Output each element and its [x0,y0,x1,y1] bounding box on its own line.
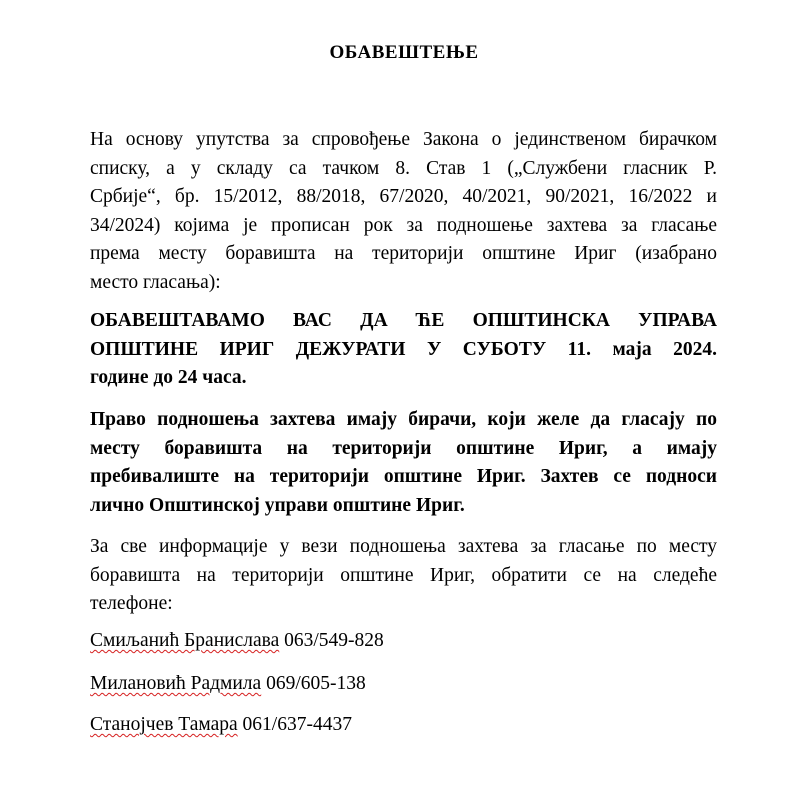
contact-name: Милановић Радмила [90,673,262,694]
notice-line: ОБАВЕШТАВАМО ВАС ДА ЋЕ ОПШТИНСКА УПРАВА [90,310,717,331]
info-line: телефоне: [90,593,173,614]
info-line: За све информације у вези подношења захтева за гласање по месту [90,536,717,557]
info-line: боравишта на територији општине Ириг, обратити се на следеће [90,564,717,586]
contact-phone: 061/637-4437 [242,714,352,735]
rights-line: пребивалиште на територији општине Ириг. Захтев се подноси [90,466,717,487]
intro-line: На основу упутства за спровођење Закона о јединственом бирачком [90,129,717,150]
contact-name: Смиљанић Бранислава [90,630,280,651]
rights-paragraph [90,406,717,520]
rights-line: месту боравишта на територији општине Ириг, а имају [90,437,717,459]
intro-line: списку, а у складу са тачком 8. Став 1 („Службени гласник Р. [90,157,717,179]
contact-name: Станојчев Тамара [90,714,238,735]
notice-line: ОПШТИНЕ ИРИГ ДЕЖУРАТИ У СУБОТУ 11. маја 2024. [90,338,717,360]
rights-line: Право подношења захтева имају бирачи, који желе да гласају по [90,409,717,430]
intro-line: према месту боравишта на територији општине Ириг (изабрано [90,243,717,264]
contact-phone: 063/549-828 [284,630,384,651]
document-title: ОБАВЕШТЕЊЕ [329,42,479,63]
info-paragraph [90,533,717,619]
contact-phone: 069/605-138 [266,673,366,694]
intro-line: 34/2024) којима је прописан рок за подношење захтева за гласање [90,214,717,236]
intro-line: место гласања): [90,271,221,293]
contact-row [90,630,384,652]
intro-paragraph [90,126,717,297]
notice-paragraph [90,307,717,393]
rights-line: лично Општинској управи општине Ириг. [90,494,465,516]
intro-line: Србије“, бр. 15/2012, 88/2018, 67/2020, 40/2021, 90/2021, 16/2022 и [90,186,717,207]
contact-row [90,714,352,736]
notice-line: године до 24 часа. [90,367,247,388]
contact-row [90,673,366,695]
